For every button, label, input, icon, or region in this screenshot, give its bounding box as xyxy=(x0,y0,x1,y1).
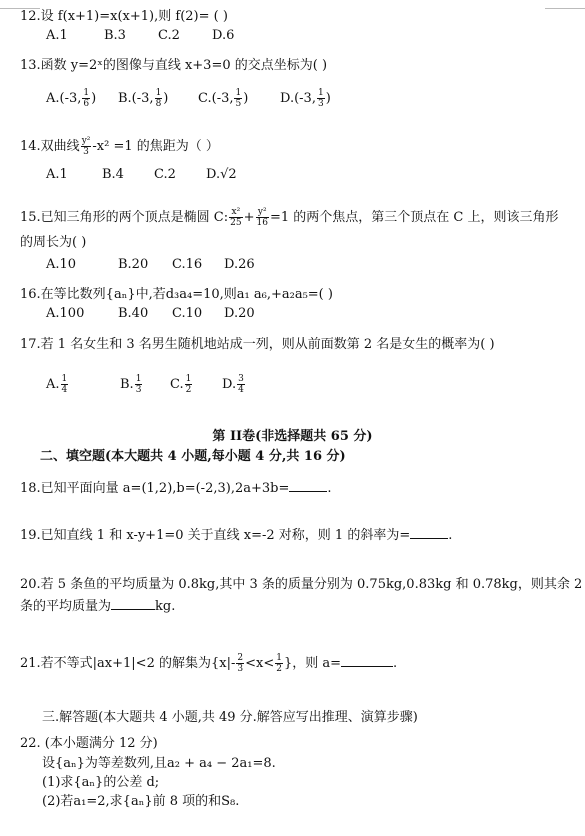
option-c: C. $\frac{1}{2}$ xyxy=(170,374,192,395)
question-14-stem: 14.双曲线 $\frac{\text{y²}}{3}$ -x² =1 的焦距为（ ） xyxy=(20,136,219,157)
question-12-stem: 12.设 f(x+1)=x(x+1),则 f(2)= ( ) xyxy=(20,9,228,24)
question-15-line2: 的周长为( ) xyxy=(20,235,87,250)
question-22-given: 设{aₙ}为等差数列,且a₂ + a₄ − 2a₁=8. xyxy=(42,756,276,771)
question-22-stem: 22. (本小题满分 12 分) xyxy=(20,736,158,751)
option-c: C.10 xyxy=(172,306,203,321)
option-b: B.4 xyxy=(102,167,124,182)
question-20-line1: 20.若 5 条鱼的平均质量为 0.8kg,其中 3 条的质量分别为 0.75kg,0.83kg 和 0.78kg，则其余 2 xyxy=(20,577,583,592)
option-a: A.1 xyxy=(46,28,68,43)
question-17-options xyxy=(46,374,246,395)
option-b: B.(-3, $\frac{1}{8}$ ) xyxy=(118,88,169,109)
part-2-title: 第 II卷(非选择题共 65 分) xyxy=(212,429,373,444)
option-d: D.(-3, $\frac{1}{3}$ ) xyxy=(280,88,331,109)
option-d: D. $\frac{3}{4}$ xyxy=(222,374,244,395)
question-20-line2: 条的平均质量为 kg. xyxy=(20,599,176,614)
section-3-title: 三.解答题(本大题共 4 小题,共 49 分.解答应写出推理、演算步骤) xyxy=(42,710,418,725)
option-a: A.1 xyxy=(46,167,68,182)
option-b: B.40 xyxy=(118,306,149,321)
question-16-options xyxy=(46,305,255,323)
option-d: D.√2 xyxy=(206,167,237,182)
option-d: D.20 xyxy=(224,306,255,321)
question-15-options xyxy=(46,256,255,274)
question-15-stem: 15.已知三角形的两个顶点是椭圆 C: $\frac{\text{x²}}{25}$ + $\frac{\text{y²}}{16}$ =1 的两个焦点，第三个顶点在 C 上，则该三角形 xyxy=(20,207,559,228)
question-22-part-2: (2)若a₁=2,求{aₙ}前 8 项的和S₈. xyxy=(42,794,240,809)
option-a: A.100 xyxy=(46,306,85,321)
question-13-stem: 13.函数 y=2ˣ的图像与直线 x+3=0 的交点坐标为( ) xyxy=(20,58,328,73)
option-a: A.10 xyxy=(46,257,77,272)
option-d: D.26 xyxy=(224,257,255,272)
option-c: C.2 xyxy=(158,28,180,43)
question-16-stem: 16.在等比数列{aₙ}中,若d₃a₄=10,则a₁ a₆,+a₂a₅=( ) xyxy=(20,287,333,302)
option-c: C.(-3, $\frac{1}{5}$ ) xyxy=(198,88,249,109)
question-22-part-1: (1)求{aₙ}的公差 d; xyxy=(42,775,160,790)
option-a: A.(-3, $\frac{1}{6}$ ) xyxy=(46,88,97,109)
page-corner-mark-right xyxy=(545,0,585,9)
question-21: 21.若不等式|ax+1|<2 的解集为{x|- $\frac{2}{3}$ <x< $\frac{1}{2}$ }，则 a= . xyxy=(20,653,398,674)
answer-blank[interactable] xyxy=(111,597,155,610)
section-2-title: 二、填空题(本大题共 4 小题,每小题 4 分,共 16 分) xyxy=(40,449,346,464)
option-b: B.20 xyxy=(118,257,149,272)
option-c: C.16 xyxy=(172,257,203,272)
option-d: D.6 xyxy=(212,28,235,43)
option-b: B. $\frac{1}{3}$ xyxy=(120,374,142,395)
answer-blank[interactable] xyxy=(410,526,448,539)
question-19: 19.已知直线 1 和 x-y+1=0 关于直线 x=-2 对称，则 1 的斜率为= . xyxy=(20,528,453,543)
option-a: A. $\frac{1}{4}$ xyxy=(46,374,68,395)
answer-blank[interactable] xyxy=(289,479,327,492)
question-14-options xyxy=(46,166,237,184)
question-18: 18.已知平面向量 a=(1,2),b=(-2,3),2a+3b= . xyxy=(20,481,332,496)
question-17-stem: 17.若 1 名女生和 3 名男生随机地站成一列，则从前面数第 2 名是女生的概率为( ) xyxy=(20,337,495,352)
question-13-options xyxy=(46,88,331,109)
option-c: C.2 xyxy=(154,167,176,182)
answer-blank[interactable] xyxy=(341,654,393,667)
option-b: B.3 xyxy=(104,28,126,43)
question-12-options xyxy=(46,27,234,45)
